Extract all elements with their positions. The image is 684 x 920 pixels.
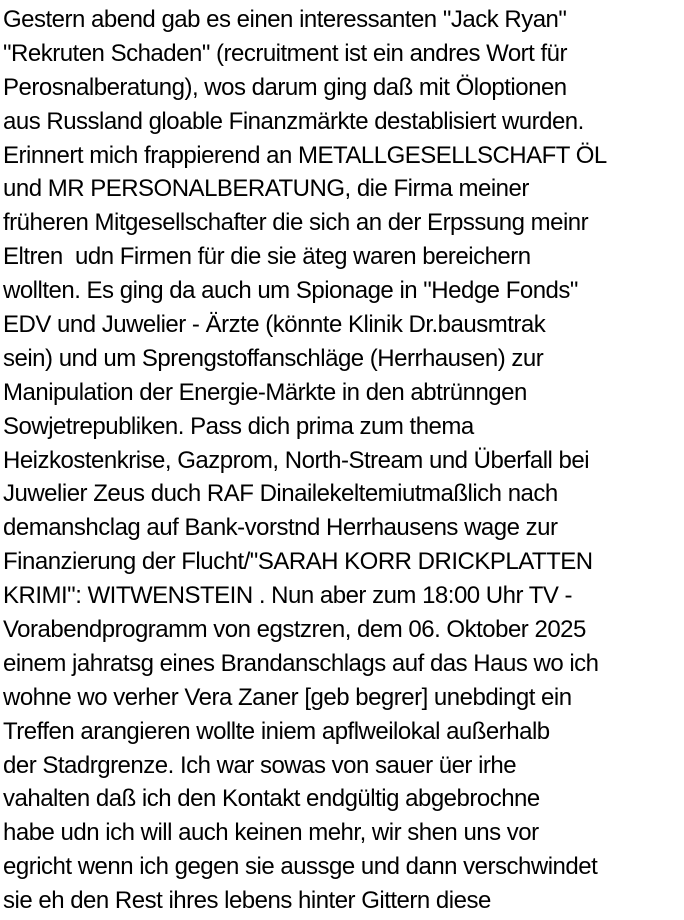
text-line: und MR PERSONALBERATUNG, die Firma meiner	[3, 175, 529, 203]
text-line: Finanzierung der Flucht/"SARAH KORR DRICKPLATTEN	[3, 548, 593, 576]
text-line: KRIMI": WITWENSTEIN . Nun aber zum 18:00 Uhr TV -	[3, 582, 573, 610]
text-line: Manipulation der Energie-Märkte in den abtrünngen	[3, 378, 527, 406]
text-line: Erinnert mich frappierend an METALLGESELLSCHAFT ÖL	[3, 141, 607, 169]
text-line: Heizkostenkrise, Gazprom, North-Stream und Überfall bei	[3, 446, 590, 474]
text-line: egricht wenn ich gegen sie aussge und dann verschwindet	[3, 853, 598, 881]
text-line: EDV und Juwelier - Ärzte (könnte Klinik Dr.bausmtrak	[3, 311, 546, 339]
text-line: wohne wo verher Vera Zaner [geb begrer] unebdingt ein	[3, 683, 572, 711]
text-line: Gestern abend gab es einen interessanten "Jack Ryan"	[3, 6, 567, 33]
text-line: Eltren udn Firmen für die sie äteg waren bereichern	[3, 243, 531, 271]
text-line: habe udn ich will auch keinen mehr, wir shen uns vor	[3, 819, 539, 847]
text-line: "Rekruten Schaden" (recruitment ist ein andres Wort für	[3, 39, 568, 67]
text-line: aus Russland gloable Finanzmärkte destablisiert wurden.	[3, 107, 584, 135]
text-line: wollten. Es ging da auch um Spionage in "Hedge Fonds"	[3, 277, 578, 305]
text-line: Perosnalberatung), wos darum ging daß mit Öloptionen	[3, 73, 567, 101]
text-line: früheren Mitgesellschafter die sich an der Erpssung meinr	[3, 209, 589, 237]
text-line: vahalten daß ich den Kontakt endgültig abgebrochne	[3, 785, 540, 813]
text-line: Sowjetrepubliken. Pass dich prima zum thema	[3, 412, 474, 440]
paragraph-text	[3, 3, 684, 918]
text-line: der Stadrgrenze. Ich war sowas von sauer üer irhe	[3, 751, 517, 779]
text-line: sie eh den Rest ihres lebens hinter Gittern diese	[3, 887, 491, 915]
text-line: Vorabendprogramm von egstzren, dem 06. Oktober 2025	[3, 616, 586, 644]
text-line: demanshclag auf Bank-vorstnd Herrhausens wage zur	[3, 514, 558, 542]
text-line: sein) und um Sprengstoffanschläge (Herrhausen) zur	[3, 344, 544, 372]
text-line: Treffen arangieren wollte iniem apflweilokal außerhalb	[3, 717, 550, 745]
text-line: Juwelier Zeus duch RAF Dinailekeltemiutmaßlich nach	[3, 480, 558, 508]
text-line: einem jahratsg eines Brandanschlags auf das Haus wo ich	[3, 649, 599, 677]
